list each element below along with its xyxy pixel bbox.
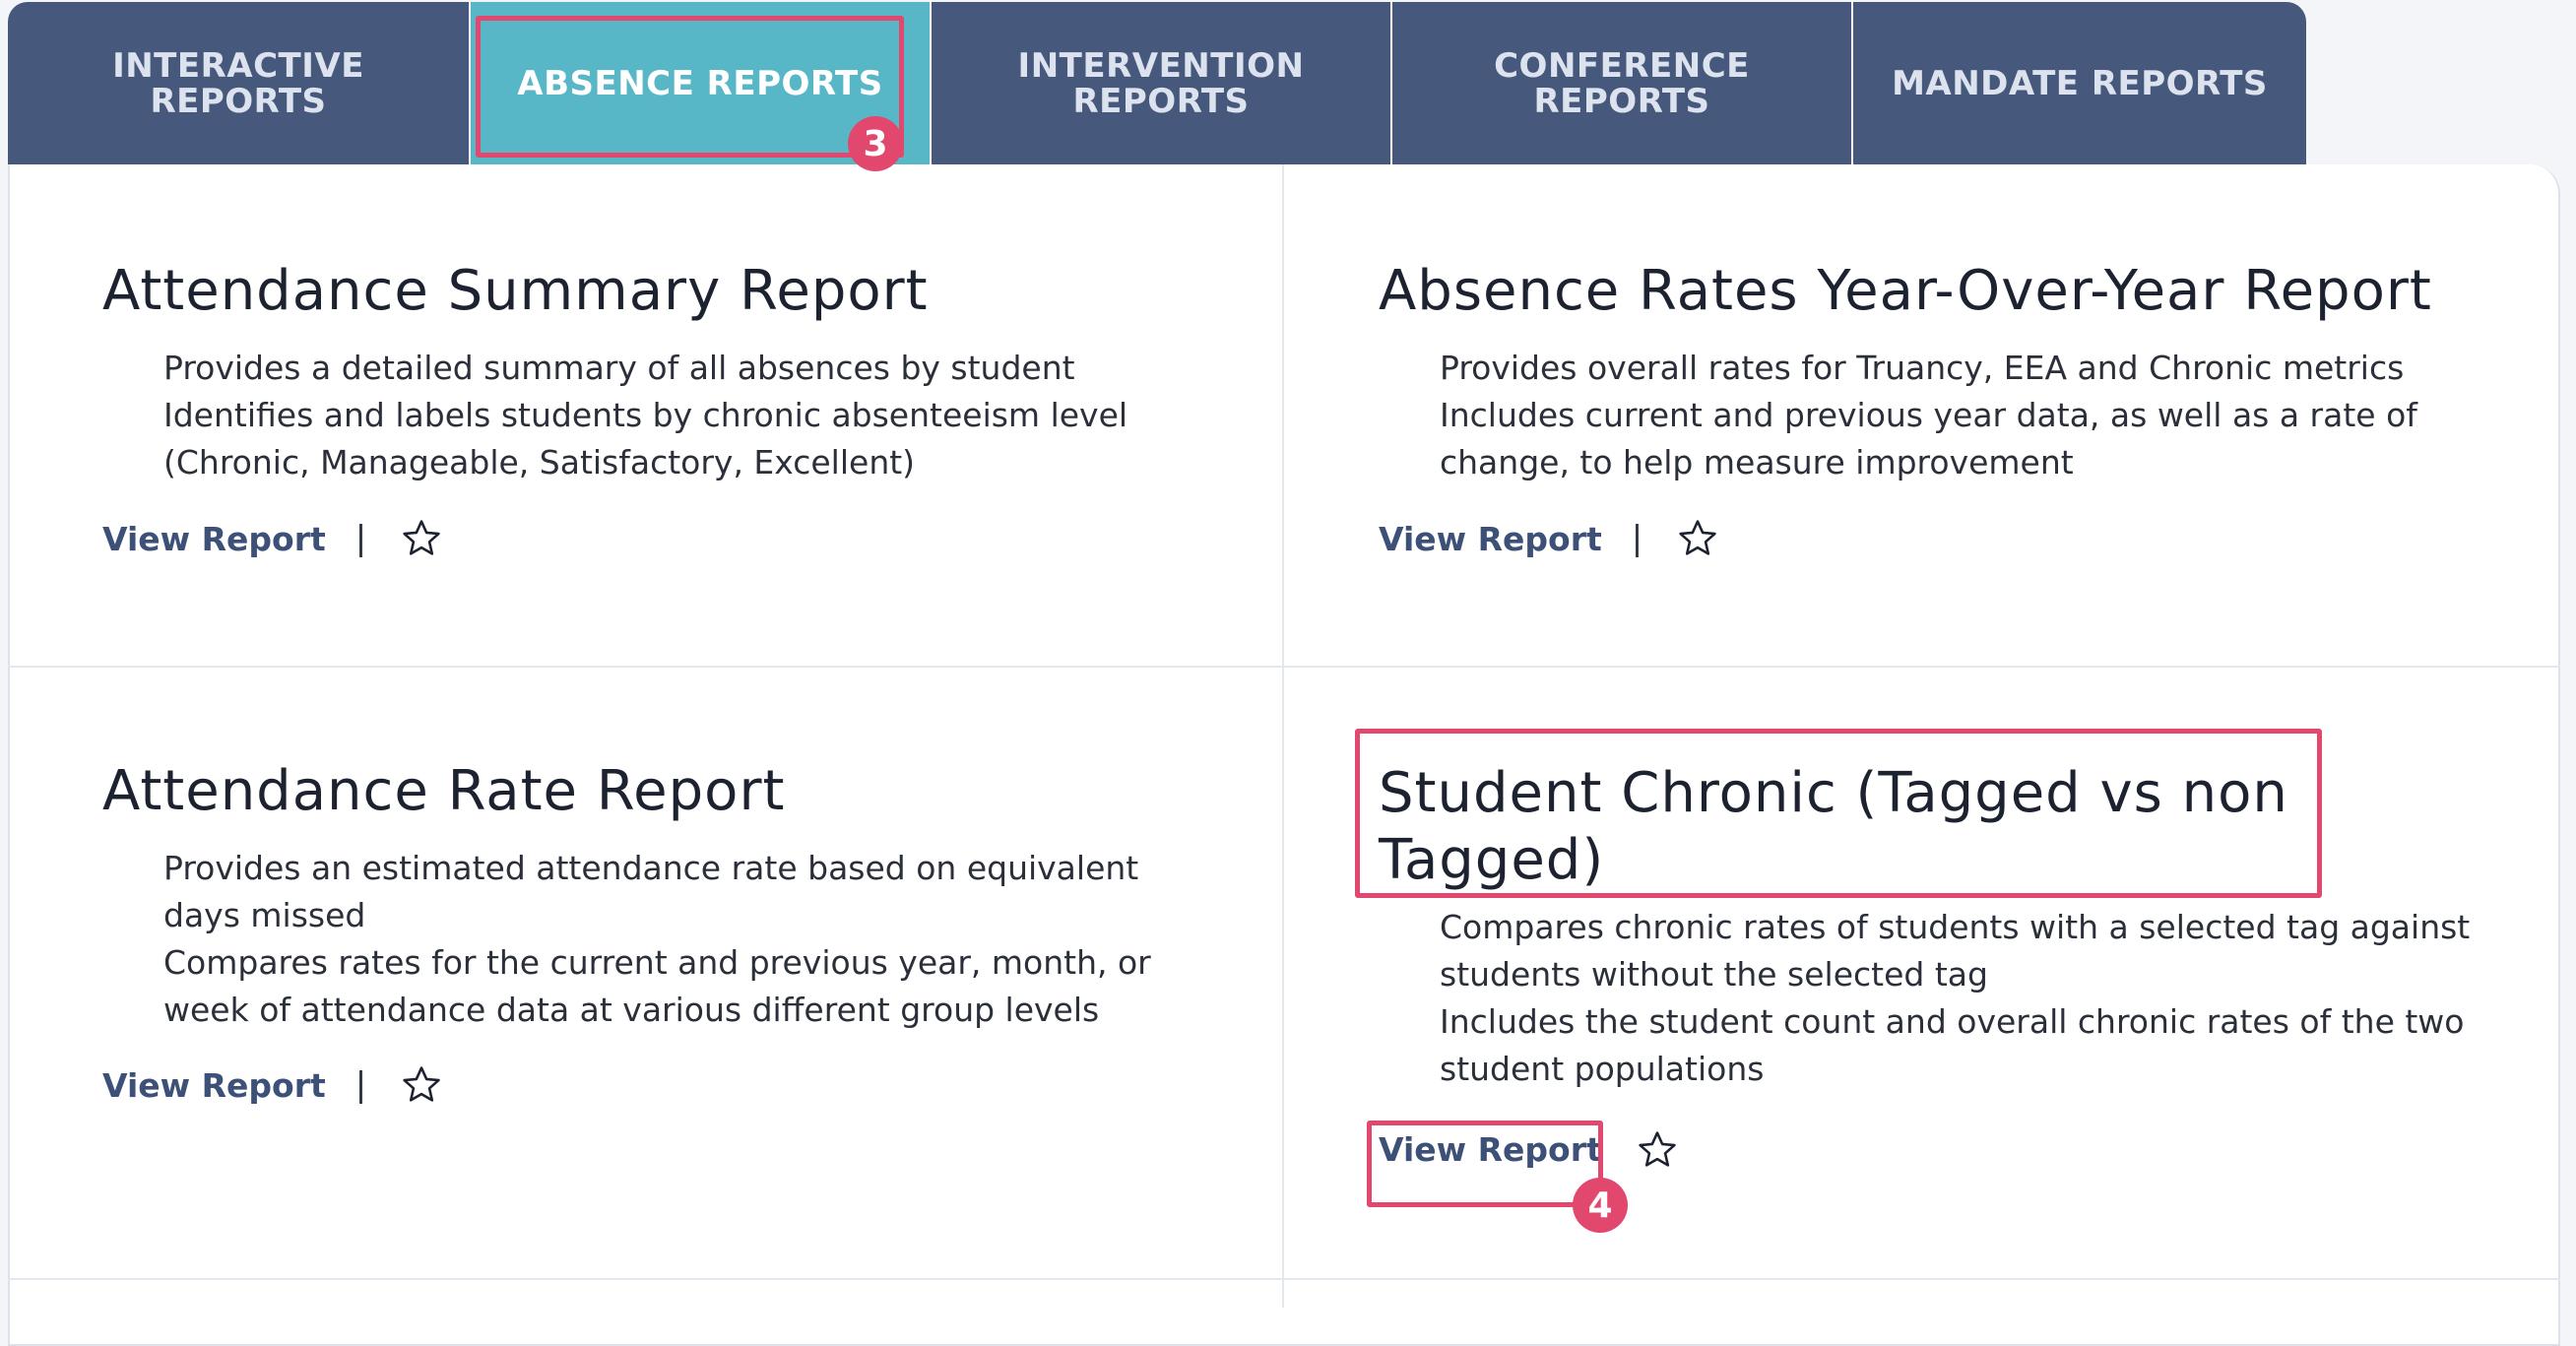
tab-highlight-box — [476, 16, 904, 158]
row-divider — [8, 1278, 2560, 1280]
description-line: change, to help measure improvement — [1440, 443, 2074, 481]
description-line: days missed — [163, 896, 366, 934]
title-highlight-box — [1355, 729, 2322, 898]
description-line: (Chronic, Manageable, Satisfactory, Excellent) — [163, 443, 916, 481]
step-badge: 3 — [848, 116, 903, 171]
view-report-link[interactable]: View Report — [1379, 519, 1602, 558]
report-title: Absence Rates Year-Over-Year Report — [1379, 259, 2432, 323]
description-line: Includes current and previous year data, as well as a rate of — [1440, 396, 2417, 434]
description-line: week of attendance data at various different group levels — [163, 991, 1100, 1029]
report-title-line2: Tagged) — [1379, 828, 1605, 892]
tab-label: ABSENCE REPORTS — [517, 63, 883, 103]
report-tabs — [8, 2, 2306, 164]
report-title: Attendance Summary Report — [102, 259, 929, 323]
report-title: Attendance Rate Report — [102, 759, 786, 823]
description-line: Provides an estimated attendance rate based on equivalent — [163, 849, 1139, 887]
view-report-link[interactable]: View Report — [1379, 1130, 1602, 1169]
description-line: Compares rates for the current and previous year, month, or — [163, 943, 1151, 982]
report-actions — [102, 517, 443, 560]
description-line: Compares chronic rates of students with a selected tag against — [1440, 908, 2471, 946]
separator: | — [1631, 519, 1643, 558]
description-line: Provides overall rates for Truancy, EEA and Chronic metrics — [1440, 349, 2405, 387]
tab-mandate-reports[interactable] — [1853, 2, 2306, 164]
description-line: Provides a detailed summary of all absences by student — [163, 349, 1075, 387]
tab-label-line1: INTERVENTION — [1017, 45, 1305, 86]
tab-label-line2: REPORTS — [1072, 81, 1250, 121]
report-description — [1440, 904, 2511, 1093]
view-report-link[interactable]: View Report — [102, 519, 326, 558]
tab-interactive-reports[interactable] — [8, 2, 471, 164]
report-card-attendance-rate — [102, 758, 1235, 1034]
report-actions — [1379, 517, 1719, 560]
tab-label-line2: REPORTS — [150, 81, 327, 121]
column-divider — [1282, 164, 1284, 1308]
tab-label-line1: INTERACTIVE — [112, 45, 364, 86]
separator: | — [354, 1065, 367, 1105]
tab-label-line2: REPORTS — [1533, 81, 1710, 121]
star-outline-icon[interactable] — [1636, 1128, 1679, 1172]
link-highlight-box — [1367, 1121, 1603, 1207]
star-outline-icon[interactable] — [400, 1063, 443, 1107]
report-description — [163, 345, 1235, 486]
report-card-absence-rates-yoy — [1379, 258, 2511, 486]
tab-conference-reports[interactable] — [1392, 2, 1853, 164]
tab-label: MANDATE REPORTS — [1892, 63, 2268, 103]
separator: | — [354, 519, 367, 558]
description-line: student populations — [1440, 1050, 1765, 1088]
report-card-attendance-summary — [102, 258, 1235, 486]
report-description — [1440, 345, 2511, 486]
view-report-link[interactable]: View Report — [102, 1065, 326, 1105]
star-outline-icon[interactable] — [1676, 517, 1719, 560]
row-divider — [8, 666, 2560, 668]
description-line: students without the selected tag — [1440, 955, 1988, 993]
report-title-line1: Student Chronic (Tagged vs non — [1379, 761, 2288, 825]
tab-label-line1: CONFERENCE — [1494, 45, 1750, 86]
report-description — [163, 845, 1235, 1034]
description-line: Includes the student count and overall chronic rates of the two — [1440, 1002, 2465, 1041]
tab-intervention-reports[interactable] — [932, 2, 1392, 164]
report-actions — [102, 1063, 443, 1107]
description-line: Identifies and labels students by chronic absenteeism level — [163, 396, 1128, 434]
star-outline-icon[interactable] — [400, 517, 443, 560]
step-badge: 4 — [1573, 1178, 1628, 1233]
